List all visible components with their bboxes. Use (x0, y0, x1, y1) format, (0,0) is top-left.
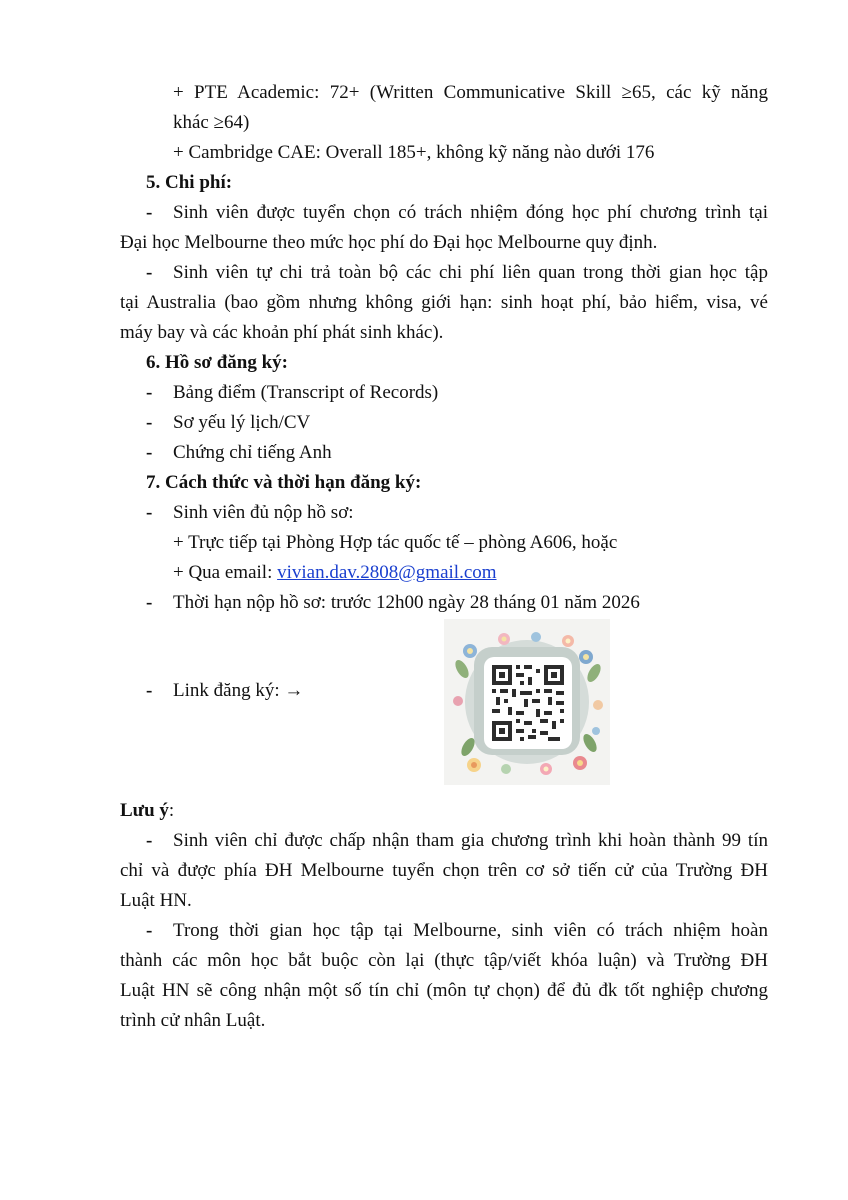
right-arrow-icon: → (284, 680, 304, 701)
note-heading-text: Lưu ý (120, 800, 169, 821)
note-item2-line3: Luật HN sẽ công nhận một số tín chỉ (môn tự chọn) để đủ đk tốt nghiệp chương (120, 980, 768, 1001)
bullet-dash: - (146, 680, 153, 701)
note-item1-line1: Sinh viên chỉ được chấp nhận tham gia chương trình khi hoàn thành 99 tín (173, 830, 768, 851)
link-label-text: Link đăng ký: (173, 680, 285, 701)
bullet-dash: - (146, 382, 153, 403)
fee-item1-line1: Sinh viên được tuyển chọn có trách nhiệm đóng học phí chương trình tại (173, 202, 768, 223)
registration-qr-code[interactable] (444, 619, 610, 785)
document-item-english-cert: Chứng chỉ tiếng Anh (173, 442, 332, 463)
document-item-cv: Sơ yếu lý lịch/CV (173, 412, 311, 433)
note-heading (120, 800, 174, 822)
pte-requirement-line1: + PTE Academic: 72+ (Written Communicative Skill ≥65, các kỹ năng (173, 82, 768, 103)
registration-link-label (173, 680, 303, 702)
email-prefix: + Qua email: (173, 562, 278, 583)
pte-requirement-line2: khác ≥64) (173, 112, 250, 133)
note-heading-colon: : (168, 800, 175, 821)
submit-by-email (173, 562, 497, 584)
bullet-dash: - (146, 412, 153, 433)
cambridge-requirement: + Cambridge CAE: Overall 185+, không kỹ năng nào dưới 176 (173, 142, 655, 163)
submit-instructions: Sinh viên đủ nộp hồ sơ: (173, 502, 354, 523)
bullet-dash: - (146, 202, 153, 223)
bullet-dash: - (146, 830, 153, 851)
bullet-dash: - (146, 920, 153, 941)
note-item2-line4: trình cử nhân Luật. (120, 1010, 266, 1031)
bullet-dash: - (146, 592, 153, 613)
fee-item1-line2: Đại học Melbourne theo mức học phí do Đại học Melbourne quy định. (120, 232, 658, 253)
section5-heading: 5. Chi phí: (146, 172, 233, 193)
section7-heading: 7. Cách thức và thời hạn đăng ký: (146, 472, 422, 493)
note-item1-line3: Luật HN. (120, 890, 192, 911)
qr-floral-frame-image (444, 619, 610, 785)
section6-heading: 6. Hồ sơ đăng ký: (146, 352, 288, 373)
submit-in-person: + Trực tiếp tại Phòng Hợp tác quốc tế – phòng A606, hoặc (173, 532, 618, 553)
note-item1-line2: chỉ và được phía ĐH Melbourne tuyển chọn trên cơ sở tiến cử của Trường ĐH (120, 860, 768, 881)
fee-item2-line1: Sinh viên tự chi trả toàn bộ các chi phí liên quan trong thời gian học tập (173, 262, 768, 283)
fee-item2-line3: máy bay và các khoản phí phát sinh khác). (120, 322, 444, 343)
note-item2-line1: Trong thời gian học tập tại Melbourne, sinh viên có trách nhiệm hoàn (173, 920, 768, 941)
fee-item2-line2: tại Australia (bao gồm nhưng không giới hạn: sinh hoạt phí, bảo hiểm, visa, vé (120, 292, 768, 313)
note-item2-line2: thành các môn học bắt buộc còn lại (thực tập/viết khóa luận) và Trường ĐH (120, 950, 768, 971)
bullet-dash: - (146, 442, 153, 463)
submission-deadline: Thời hạn nộp hồ sơ: trước 12h00 ngày 28 tháng 01 năm 2026 (173, 592, 640, 613)
bullet-dash: - (146, 502, 153, 523)
email-link[interactable]: vivian.dav.2808@gmail.com (277, 562, 497, 583)
document-item-transcript: Bảng điểm (Transcript of Records) (173, 382, 439, 403)
bullet-dash: - (146, 262, 153, 283)
